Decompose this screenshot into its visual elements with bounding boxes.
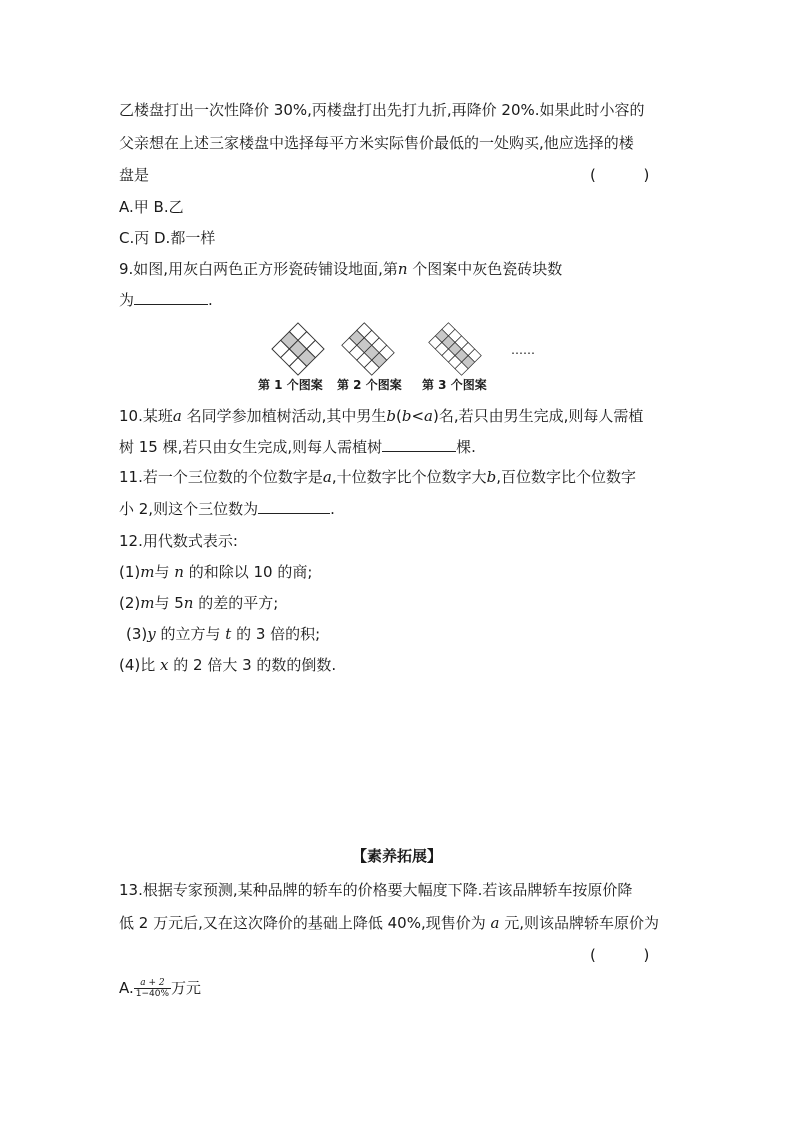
answer-blank-q9[interactable] (134, 290, 208, 305)
tile-pattern-1 (271, 322, 325, 376)
answer-paren-q8: ( ) (590, 166, 650, 184)
q8-line-3: 盘是 (119, 166, 150, 184)
q12-part-3: (3)y 的立方与 t 的 3 倍的积; (126, 625, 321, 643)
q10-line-1: 10.某班a 名同学参加植树活动,其中男生b(b<a)名,若只由男生完成,则每人需植 (119, 407, 644, 425)
answer-paren-q13: ( ) (590, 946, 650, 964)
q8-options-cd: C.丙 D.都一样 (119, 229, 216, 247)
q9-line-1: 9.如图,用灰白两色正方形瓷砖铺设地面,第n 个图案中灰色瓷砖块数 (119, 260, 563, 278)
q12-heading: 12.用代数式表示: (119, 532, 238, 550)
q12-part-1: (1)m与 n 的和除以 10 的商; (119, 563, 313, 581)
q13-line-1: 13.根据专家预测,某种品牌的轿车的价格要大幅度下降.若该品牌轿车按原价降 (119, 881, 633, 899)
q12-part-4: (4)比 x 的 2 倍大 3 的数的倒数. (119, 656, 337, 674)
caption-pattern-1: 第 1 个图案 (258, 378, 323, 392)
answer-blank-q11[interactable] (258, 499, 330, 514)
caption-pattern-3: 第 3 个图案 (422, 378, 487, 392)
fraction: $\frac{a + 2}{1-40\%}$ (135, 978, 170, 999)
q8-line-2: 父亲想在上述三家楼盘中选择每平方米实际售价最低的一处购买,他应选择的楼 (119, 134, 634, 152)
tile-pattern-2 (334, 322, 402, 376)
pattern-ellipsis: …… (511, 343, 535, 357)
answer-blank-q10[interactable] (382, 437, 456, 452)
q9-line-2: 为 . (119, 291, 213, 309)
q11-line-2: 小 2,则这个三位数为 . (119, 500, 335, 518)
q8-line-1: 乙楼盘打出一次性降价 30%,丙楼盘打出先打九折,再降价 20%.如果此时小容的 (119, 101, 645, 119)
q13-option-a: A. $\frac{a + 2}{1-40\%}$ 万元 (119, 978, 202, 999)
q11-line-1: 11.若一个三位数的个位数字是a,十位数字比个位数字大b,百位数字比个位数字 (119, 468, 636, 486)
q12-part-2: (2)m与 5n 的差的平方; (119, 594, 279, 612)
q13-line-2: 低 2 万元后,又在这次降价的基础上降低 40%,现售价为 a 元,则该品牌轿车原价为 (119, 914, 660, 932)
q10-line-2: 树 15 棵,若只由女生完成,则每人需植树 棵. (119, 438, 476, 456)
section-heading: 【素养拓展】 (351, 847, 442, 865)
tile-pattern-3 (413, 322, 497, 376)
caption-pattern-2: 第 2 个图案 (337, 378, 402, 392)
q8-options-ab: A.甲 B.乙 (119, 198, 184, 216)
